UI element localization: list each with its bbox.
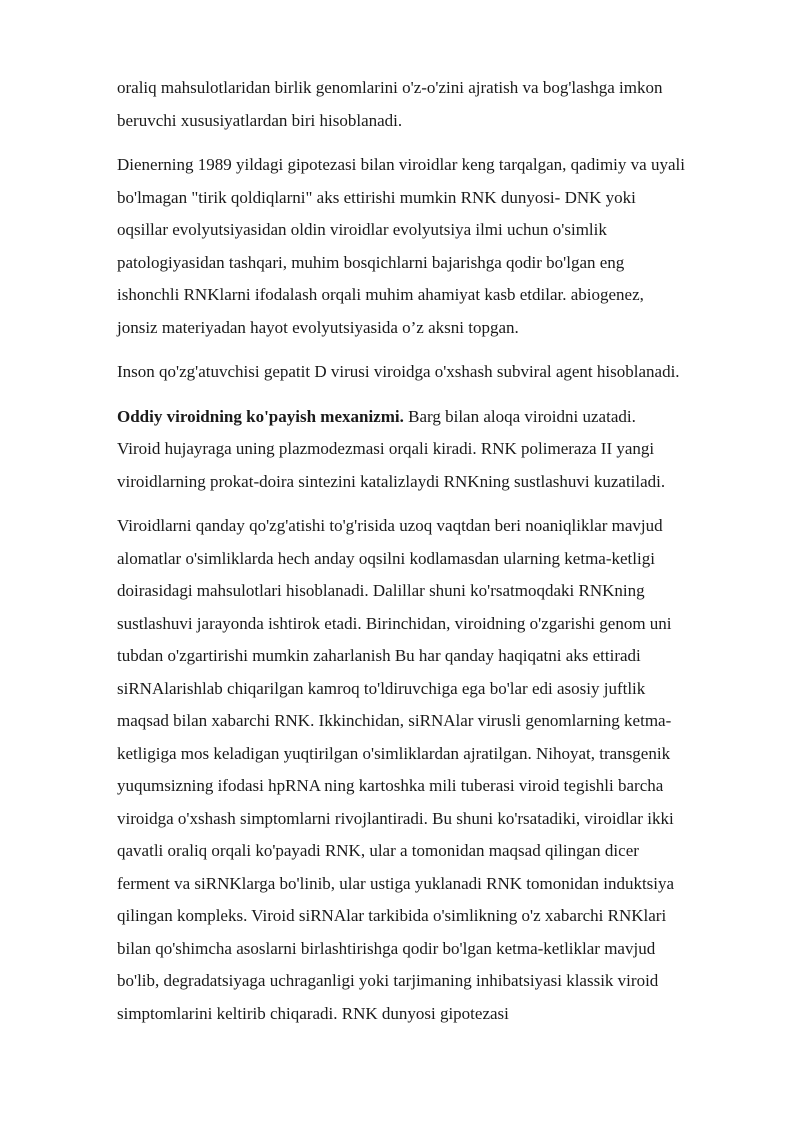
text-line: doirasidagi mahsulotlari hisoblanadi. Dalillar shuni ko'rsatmoqdaki RNKning xyxy=(117,581,645,600)
document-body xyxy=(117,72,745,1042)
paragraph-2 xyxy=(117,149,745,344)
text-line: simptomlarini keltirib chiqaradi. RNK dunyosi gipotezasi xyxy=(117,1003,509,1023)
text-line: beruvchi xususiyatlardan biri hisoblanadi. xyxy=(117,110,403,130)
text-line: Viroidlarni qanday qo'zg'atishi to'g'risida uzoq vaqtdan beri noaniqliklar mavjud xyxy=(117,516,663,535)
text-line: siRNAlarishlab chiqarilgan kamroq to'ldiruvchiga ega bo'lar edi asosiy juftlik xyxy=(117,678,646,698)
text-line: ketligiga mos keladigan yuqtirilgan o'simliklardan ajratilgan. Nihoyat, transgenik xyxy=(117,743,671,763)
text-line: sustlashuvi jarayonda ishtirok etadi. Birinchidan, viroidning o'zgarishi genom uni xyxy=(117,613,672,633)
paragraph-4 xyxy=(117,401,745,499)
paragraph-3 xyxy=(117,356,745,389)
section-heading: Oddiy viroidning ko'payish mexanizmi. xyxy=(117,406,404,426)
text-line: patologiyasidan tashqari, muhim bosqichlarni bajarishga qodir bo'lgan eng xyxy=(117,252,625,272)
heading-line-rest: Barg bilan aloqa viroidni uzatadi. xyxy=(403,406,636,426)
text-line xyxy=(117,401,745,434)
paragraph-5 xyxy=(117,510,745,1030)
text-line: qavatli oraliq orqali ko'payadi RNK, ular a tomonidan maqsad qilingan dicer xyxy=(117,841,639,860)
text-line: jonsiz materiyadan hayot evolyutsiyasida o’z aksni topgan. xyxy=(117,317,519,337)
text-line: oraliq mahsulotlaridan birlik genomlarini o'z-o'zini ajratish va bog'lashga imkon xyxy=(117,78,663,97)
text-line: maqsad bilan xabarchi RNK. Ikkinchidan, siRNAlar virusli genomlarning ketma- xyxy=(117,711,672,730)
text-line: viroidlarning prokat-doira sintezini katalizlaydi RNKning sustlashuvi kuzatiladi. xyxy=(117,471,666,491)
text-line: alomatlar o'simliklarda hech anday oqsilni kodlamasdan ularning ketma-ketligi xyxy=(117,548,655,568)
text-line: Viroid hujayraga uning plazmodezmasi orqali kiradi. RNK polimeraza II yangi xyxy=(117,439,655,458)
paragraph-1 xyxy=(117,72,745,137)
text-line: tubdan o'zgartirishi mumkin zaharlanish Bu har qanday haqiqatni aks ettiradi xyxy=(117,646,641,665)
text-line: Inson qo'zg'atuvchisi gepatit D virusi viroidga o'xshash subviral agent hisoblanadi. xyxy=(117,362,680,381)
text-line: qilingan kompleks. Viroid siRNAlar tarkibida o'simlikning o'z xabarchi RNKlari xyxy=(117,906,667,925)
text-line: bilan qo'shimcha asoslarni birlashtirishga qodir bo'lgan ketma-ketliklar mavjud xyxy=(117,938,656,958)
text-line: oqsillar evolyutsiyasidan oldin viroidlar evolyutsiya ilmi uchun o'simlik xyxy=(117,220,607,239)
text-line: ferment va siRNKlarga bo'linib, ular ustiga yuklanadi RNK tomonidan induktsiya xyxy=(117,873,675,893)
text-line: bo'lmagan "tirik qoldiqlarni" aks ettirishi mumkin RNK dunyosi- DNK yoki xyxy=(117,187,636,207)
text-line: ishonchli RNKlarni ifodalash orqali muhim ahamiyat kasb etdilar. abiogenez, xyxy=(117,285,644,304)
text-line: bo'lib, degradatsiyaga uchraganligi yoki tarjimaning inhibatsiyasi klassik viroid xyxy=(117,971,659,990)
text-line: yuqumsizning ifodasi hpRNA ning kartoshka mili tuberasi viroid tegishli barcha xyxy=(117,776,664,795)
text-line: viroidga o'xshash simptomlarni rivojlantiradi. Bu shuni ko'rsatadiki, viroidlar ikki xyxy=(117,808,674,828)
text-line: Dienerning 1989 yildagi gipotezasi bilan viroidlar keng tarqalgan, qadimiy va uyali xyxy=(117,155,685,174)
